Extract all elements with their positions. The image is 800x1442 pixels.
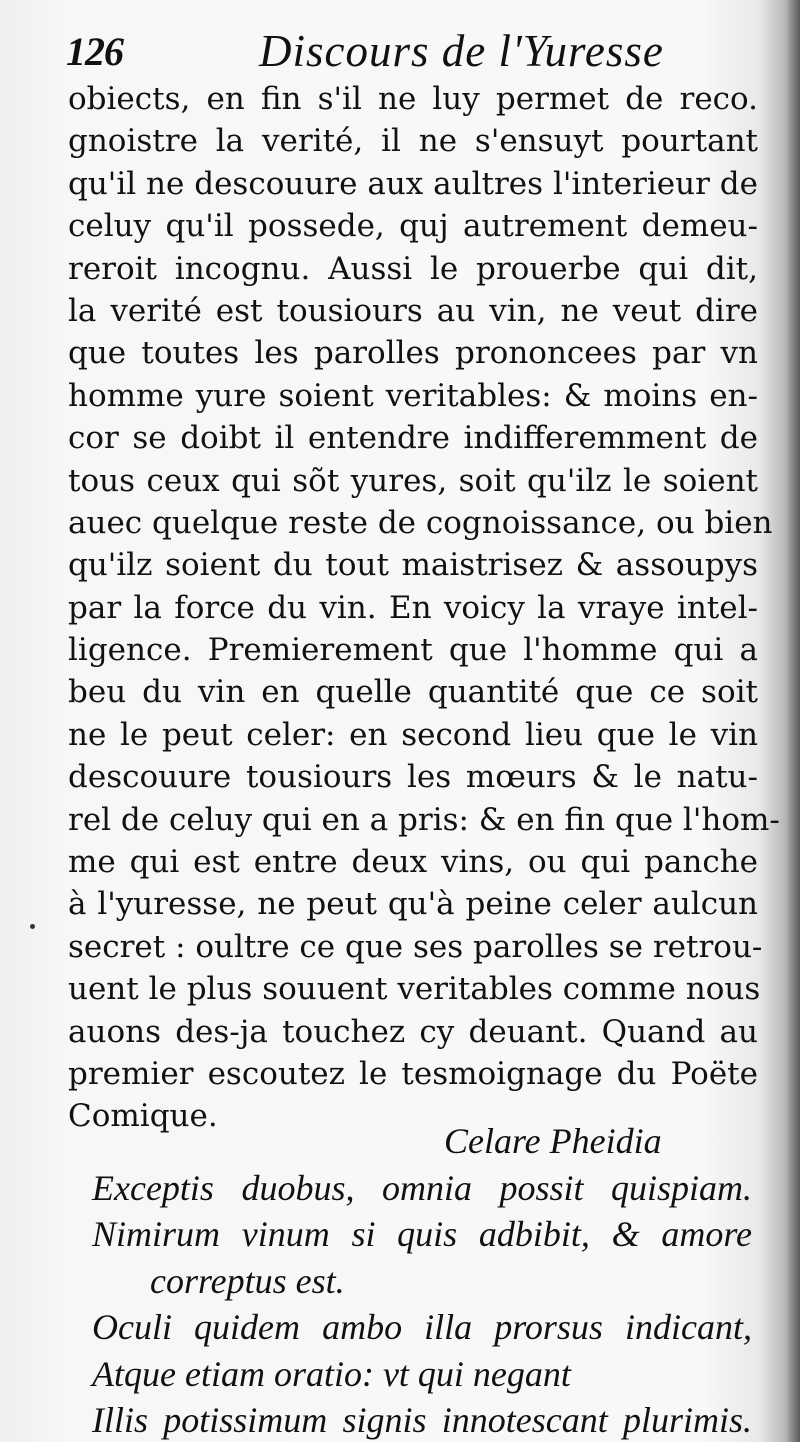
text-line: rel de celuy qui en a pris: & en fin que l'hom-: [68, 801, 780, 838]
text-line: par la force du vin. En voicy la vraye intel-: [68, 589, 758, 626]
verse-line: Oculi quidem ambo illa prorsus indicant,: [92, 1307, 752, 1347]
text-line: uent le plus souuent veritables comme nous: [68, 971, 761, 1008]
text-line: homme yure soient veritables: & moins en-: [68, 377, 758, 414]
page-edge-shadow: [786, 0, 800, 1442]
text-line: gnoistre la verité, il ne s'ensuyt pourtant: [68, 123, 758, 160]
text-line: me qui est entre deux vins, ou qui panche: [68, 844, 758, 881]
text-line: premier escoutez le tesmoignage du Poëte: [68, 1055, 758, 1092]
text-line: descouure tousiours les mœurs & le natu-: [68, 759, 758, 796]
text-line: ne le peut celer: en second lieu que le vin: [68, 716, 758, 753]
text-line: à l'yuresse, ne peut qu'à peine celer aulcun: [68, 886, 758, 923]
text-line: Comique.: [68, 1098, 218, 1135]
page-header: [66, 26, 756, 86]
text-line: qu'ilz soient du tout maistrisez & assoupys: [68, 547, 758, 584]
text-line: ligence. Premierement que l'homme qui a: [68, 632, 758, 669]
ink-speck: [30, 924, 35, 929]
text-line: secret : oultre ce que ses parolles se retrou-: [68, 928, 763, 965]
text-line: reroit incognu. Aussi le prouerbe qui dit,: [68, 250, 758, 287]
text-line: auec quelque reste de cognoissance, ou bien: [68, 504, 773, 541]
text-line: obiects, en fin s'il ne luy permet de reco.: [68, 81, 758, 117]
page-number: 126: [66, 29, 123, 74]
text-line: beu du vin en quelle quantité que ce soit: [68, 674, 758, 711]
text-line: la verité est tousiours au vin, ne veut dire: [68, 292, 758, 329]
text-line: tous ceux qui sõt yures, soit qu'ilz le soient: [68, 462, 758, 499]
verse-line: Celare Pheidia: [444, 1121, 662, 1161]
verse-line: Illis potissimum signis innotescant plurimis.: [92, 1400, 752, 1440]
verse-line: Atque etiam oratio: vt qui negant: [92, 1353, 571, 1394]
verse-line: Exceptis duobus, omnia possit quispiam.: [92, 1167, 752, 1208]
text-line: celuy qu'il possede, quj autrement demeu-: [68, 208, 758, 245]
verse-line: correptus est.: [150, 1260, 345, 1301]
text-line: cor se doibt il entendre indifferemment de: [68, 420, 758, 457]
text-line: que toutes les parolles prononcees par vn: [68, 335, 758, 372]
verse-line: Nimirum vinum si quis adbibit, & amore: [92, 1214, 752, 1254]
running-title: Discours de l'Yuresse: [259, 26, 664, 76]
verse-quotation: [92, 1118, 772, 1442]
body-text: [68, 78, 780, 1138]
text-line: auons des-ja touchez cy deuant. Quand au: [68, 1013, 758, 1050]
text-line: qu'il ne descouure aux aultres l'interieur de: [68, 165, 758, 202]
